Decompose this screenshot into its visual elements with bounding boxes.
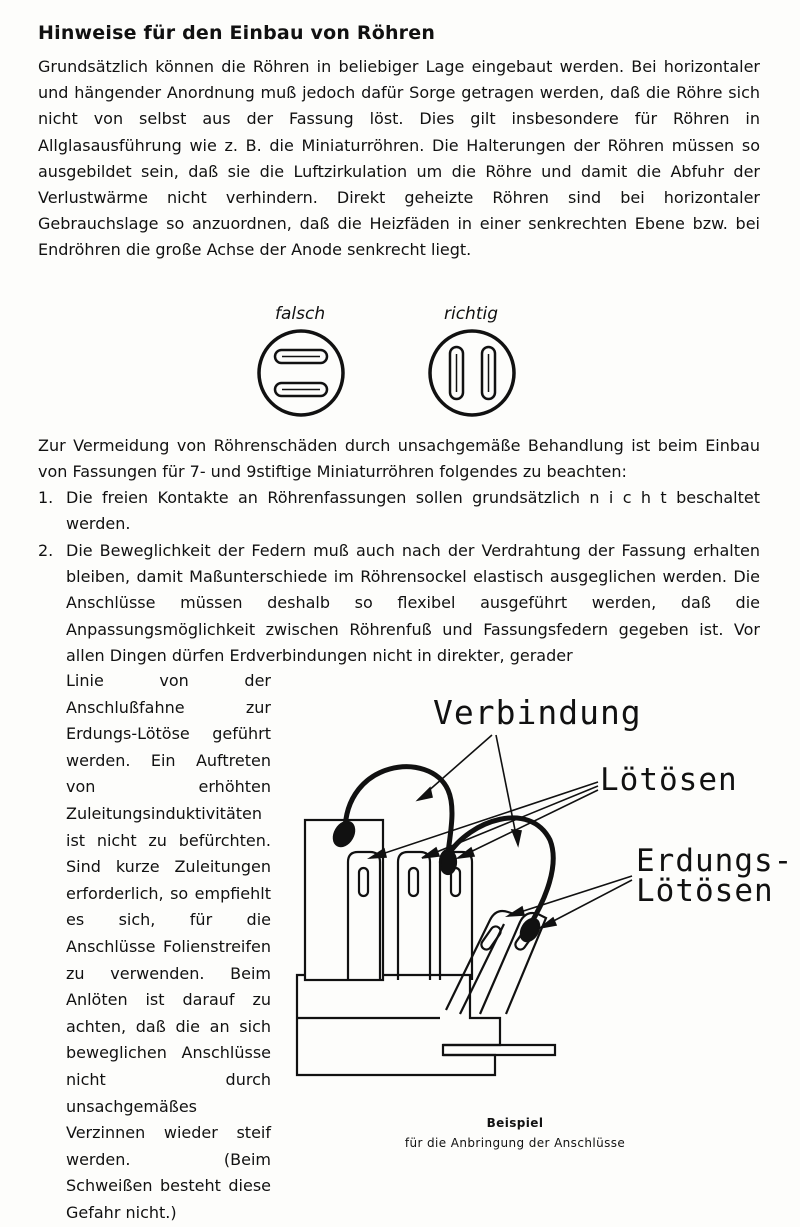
handling-paragraph: Zur Vermeidung von Röhrenschäden durch unsachgemäße Behandlung ist beim Einbau von Fassungen für 7- und 9stiftige Miniaturröhren folgendes zu beachten:: [38, 436, 760, 482]
label-wrong: falsch: [275, 304, 326, 324]
list-number: 2.: [38, 541, 54, 560]
figure-caption-text: für die Anbringung der Anschlüsse: [404, 1136, 626, 1150]
label-loetoesen: Lötösen: [600, 762, 738, 798]
label-erdungs-line2: Lötösen: [636, 873, 774, 909]
figure-caption-title: Beispiel: [486, 1116, 544, 1130]
socket-wrong-diagram: [259, 331, 343, 415]
list-text: Die Beweglichkeit der Federn muß auch nach der Verdrahtung der Fassung erhalten bleiben, damit Maßunterschiede im Röhrensockel elastisch ausgeglichen werden. Die Anschlüsse müssen deshalb so flexibel ausgeführt werden, daß die Anpassungsmöglichkeit zwischen Röhrenfuß und Fassungsfedern gegeben ist. Vor allen Dingen dürfen Erdverbindungen nicht in direkter, gerader: [66, 541, 760, 665]
label-right: richtig: [444, 304, 499, 324]
wiring-example-diagram: [297, 735, 632, 1075]
label-erdungs-line1: Erdungs-: [636, 843, 794, 879]
label-verbindung: Verbindung: [433, 693, 642, 732]
socket-right-diagram: [430, 331, 514, 415]
intro-paragraph: Grundsätzlich können die Röhren in beliebiger Lage eingebaut werden. Bei horizontaler und hängender Anordnung muß jedoch dafür Sorge getragen werden, daß die Röhre sich nicht von selbst aus der Fassung löst. Dies gilt insbesondere für Röhren in Allglasausführung wie z. B. die Miniaturröhren. Die Halterungen der Röhren müssen so ausgebildet sein, daß sie die Luftzirkulation um die Röhre und damit die Abfuhr der Verlustwärme nicht verhindern. Direkt geheizte Röhren sind bei horizontaler Gebrauchslage so anzuordnen, daß die Heizfäden in einer senkrechten Ebene bzw. bei Endröhren die große Achse der Anode senkrecht liegt.: [38, 57, 760, 260]
page-title: Hinweise für den Einbau von Röhren: [38, 22, 436, 44]
list-number: 1.: [38, 488, 54, 507]
side-column-text: Linie von der Anschlußfahne zur Erdungs-Lötöse geführt werden. Ein Auftreten von erhöhten Zuleitungsinduktivitäten ist nicht zu befürchten. Sind kurze Zuleitungen erforderlich, so empfiehlt es sich, für die Anschlüsse Folienstreifen zu verwenden. Beim Anlöten ist darauf zu achten, daß die an sich beweglichen Anschlüsse nicht durch unsachgemäßes Verzinnen wieder steif werden. (Beim Schweißen besteht diese Gefahr nicht.): [66, 671, 271, 1222]
list-text: Die freien Kontakte an Röhrenfassungen sollen grundsätzlich n i c h t beschaltet werden.: [66, 488, 760, 534]
